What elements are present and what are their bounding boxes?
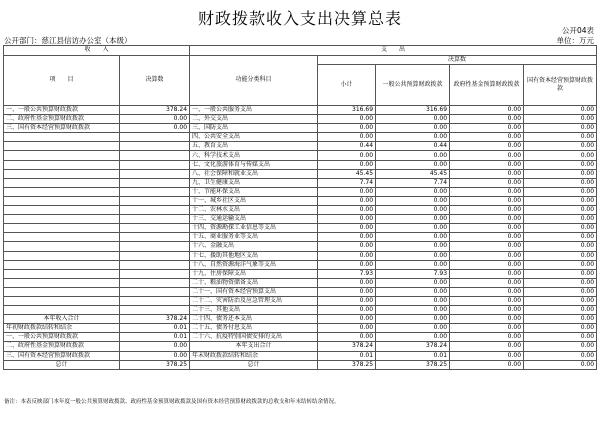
subtotal-cell: 0.00 [318, 224, 376, 233]
income-item-cell: 本年收入合计 [4, 315, 120, 324]
income-amount-cell: 0.00 [120, 115, 190, 124]
table-row [4, 251, 597, 260]
gov-fund-cell: 0.00 [450, 351, 524, 360]
general-budget-cell: 0.00 [376, 187, 450, 196]
income-item-cell [4, 151, 120, 160]
table-row [4, 342, 597, 351]
general-budget-cell: 0.00 [376, 115, 450, 124]
general-budget-header: 一般公共预算财政拨款 [376, 65, 450, 106]
general-budget-cell: 45.45 [376, 169, 450, 178]
table-row [4, 133, 597, 142]
table-row [4, 360, 597, 369]
general-budget-cell: 0.00 [376, 124, 450, 133]
state-capital-cell: 0.00 [524, 215, 597, 224]
func-item-header: 功能分类科目 [190, 55, 318, 106]
income-item-cell [4, 296, 120, 305]
general-budget-cell: 0.00 [376, 224, 450, 233]
expense-final-header: 决算数 [318, 55, 597, 65]
subtotal-cell: 0.00 [318, 306, 376, 315]
state-capital-cell: 0.00 [524, 342, 597, 351]
gov-fund-cell: 0.00 [450, 224, 524, 233]
subtotal-cell: 0.00 [318, 215, 376, 224]
income-amount-cell: 0.00 [120, 342, 190, 351]
state-capital-cell: 0.00 [524, 224, 597, 233]
subtotal-cell: 0.00 [318, 296, 376, 305]
subtotal-cell: 45.45 [318, 169, 376, 178]
table-row [4, 224, 597, 233]
income-item-cell: 年初财政拨款结转和结余 [4, 324, 120, 333]
subtotal-header: 小计 [318, 65, 376, 106]
subtotal-cell: 378.24 [318, 342, 376, 351]
income-item-cell [4, 133, 120, 142]
income-item-cell: 二、政府性基金预算财政拨款 [4, 342, 120, 351]
subtotal-cell: 0.00 [318, 278, 376, 287]
general-budget-cell: 378.25 [376, 360, 450, 369]
income-item-cell [4, 233, 120, 242]
table-row [4, 278, 597, 287]
income-amount-cell [120, 260, 190, 269]
subtotal-cell: 0.00 [318, 206, 376, 215]
general-budget-cell: 0.00 [376, 233, 450, 242]
subtotal-cell: 0.00 [318, 315, 376, 324]
gov-fund-cell: 0.00 [450, 151, 524, 160]
general-budget-cell: 7.93 [376, 269, 450, 278]
gov-fund-cell: 0.00 [450, 260, 524, 269]
table-row [4, 333, 597, 342]
expense-item-cell: 二十五、债务付息支出 [190, 324, 318, 333]
income-amount-cell [120, 133, 190, 142]
gov-fund-cell: 0.00 [450, 160, 524, 169]
subtotal-cell: 0.00 [318, 196, 376, 205]
gov-fund-cell: 0.00 [450, 206, 524, 215]
state-capital-cell: 0.00 [524, 287, 597, 296]
gov-fund-cell: 0.00 [450, 324, 524, 333]
state-capital-cell: 0.00 [524, 133, 597, 142]
item-header: 项 目 [4, 55, 120, 106]
final-amount-header: 决算数 [120, 55, 190, 106]
gov-fund-cell: 0.00 [450, 187, 524, 196]
table-row [4, 142, 597, 151]
income-amount-cell [120, 215, 190, 224]
gov-fund-cell: 0.00 [450, 142, 524, 151]
table-row [4, 106, 597, 115]
subtotal-cell: 0.00 [318, 115, 376, 124]
income-amount-cell [120, 160, 190, 169]
state-capital-cell: 0.00 [524, 196, 597, 205]
fiscal-summary-table [3, 45, 597, 370]
gov-fund-cell: 0.00 [450, 333, 524, 342]
gov-fund-cell: 0.00 [450, 124, 524, 133]
table-row [4, 178, 597, 187]
gov-fund-cell: 0.00 [450, 306, 524, 315]
expense-item-cell: 十九、住房保障支出 [190, 269, 318, 278]
income-amount-cell [120, 269, 190, 278]
table-row [4, 233, 597, 242]
income-item-cell [4, 160, 120, 169]
expense-item-cell: 七、文化旅游体育与传媒支出 [190, 160, 318, 169]
state-capital-cell: 0.00 [524, 260, 597, 269]
state-capital-cell: 0.00 [524, 151, 597, 160]
expense-item-cell: 十四、资源勘探工业信息等支出 [190, 224, 318, 233]
state-capital-cell: 0.00 [524, 142, 597, 151]
gov-fund-cell: 0.00 [450, 251, 524, 260]
gov-fund-cell: 0.00 [450, 115, 524, 124]
subtotal-cell: 7.93 [318, 269, 376, 278]
gov-fund-cell: 0.00 [450, 133, 524, 142]
expense-item-cell: 十一、城乡社区支出 [190, 196, 318, 205]
department-label: 公开部门：慈江县信访办公室（本级） [4, 36, 132, 45]
subtotal-cell: 0.00 [318, 242, 376, 251]
expense-item-cell: 六、科学技术支出 [190, 151, 318, 160]
table-row [4, 324, 597, 333]
income-amount-cell [120, 242, 190, 251]
general-budget-cell: 0.00 [376, 333, 450, 342]
income-header: 收 入 [4, 46, 190, 56]
income-amount-cell [120, 251, 190, 260]
state-capital-cell: 0.00 [524, 278, 597, 287]
subtotal-cell: 0.00 [318, 233, 376, 242]
state-capital-cell: 0.00 [524, 269, 597, 278]
income-amount-cell: 0.00 [120, 124, 190, 133]
expense-item-cell: 十二、农林水支出 [190, 206, 318, 215]
general-budget-cell: 0.00 [376, 287, 450, 296]
state-capital-cell: 0.00 [524, 187, 597, 196]
table-row [4, 151, 597, 160]
table-row [4, 269, 597, 278]
general-budget-cell: 0.00 [376, 260, 450, 269]
income-item-cell: 三、国有资本经营预算财政拨款 [4, 351, 120, 360]
gov-fund-cell: 0.00 [450, 178, 524, 187]
state-capital-cell: 0.00 [524, 360, 597, 369]
subtotal-cell: 0.00 [318, 160, 376, 169]
income-item-cell [4, 169, 120, 178]
state-capital-cell: 0.00 [524, 251, 597, 260]
state-capital-cell: 0.00 [524, 351, 597, 360]
state-capital-cell: 0.00 [524, 115, 597, 124]
state-capital-cell: 0.00 [524, 333, 597, 342]
expense-item-cell: 二、外交支出 [190, 115, 318, 124]
gov-fund-cell: 0.00 [450, 233, 524, 242]
report-title: 财政拨款收入支出决算总表 [197, 9, 402, 28]
gov-fund-cell: 0.00 [450, 169, 524, 178]
expense-item-cell: 十六、金融支出 [190, 242, 318, 251]
subtotal-cell: 0.00 [318, 124, 376, 133]
income-amount-cell [120, 169, 190, 178]
income-item-cell [4, 260, 120, 269]
state-capital-cell: 0.00 [524, 233, 597, 242]
general-budget-cell: 0.01 [376, 351, 450, 360]
income-item-cell [4, 224, 120, 233]
subtotal-cell: 0.00 [318, 324, 376, 333]
expense-item-cell: 十八、自然资源海洋气象等支出 [190, 260, 318, 269]
income-amount-cell [120, 278, 190, 287]
expense-item-cell: 九、卫生健康支出 [190, 178, 318, 187]
income-amount-cell: 0.01 [120, 324, 190, 333]
general-budget-cell: 0.00 [376, 206, 450, 215]
general-budget-cell: 0.00 [376, 278, 450, 287]
state-capital-cell: 0.00 [524, 206, 597, 215]
subtotal-cell: 0.01 [318, 351, 376, 360]
table-row [4, 206, 597, 215]
state-capital-cell: 0.00 [524, 315, 597, 324]
income-item-cell [4, 287, 120, 296]
gov-fund-cell: 0.00 [450, 342, 524, 351]
subtotal-cell: 316.69 [318, 106, 376, 115]
income-amount-cell: 378.24 [120, 315, 190, 324]
income-amount-cell [120, 151, 190, 160]
expense-item-cell: 十三、交通运输支出 [190, 215, 318, 224]
gov-fund-cell: 0.00 [450, 315, 524, 324]
subtotal-cell: 7.74 [318, 178, 376, 187]
state-capital-cell: 0.00 [524, 106, 597, 115]
general-budget-cell: 0.00 [376, 251, 450, 260]
general-budget-cell: 0.44 [376, 142, 450, 151]
income-item-cell: 一、一般公共预算财政拨款 [4, 333, 120, 342]
state-capital-cell: 0.00 [524, 324, 597, 333]
table-row [4, 287, 597, 296]
income-amount-cell [120, 233, 190, 242]
income-amount-cell [120, 306, 190, 315]
income-amount-cell [120, 196, 190, 205]
expense-item-cell: 三、国防支出 [190, 124, 318, 133]
subtotal-cell: 0.00 [318, 333, 376, 342]
gov-fund-cell: 0.00 [450, 242, 524, 251]
expense-item-cell: 四、公共安全支出 [190, 133, 318, 142]
income-amount-cell [120, 206, 190, 215]
general-budget-cell: 378.24 [376, 342, 450, 351]
general-budget-cell: 0.00 [376, 215, 450, 224]
gov-fund-cell: 0.00 [450, 278, 524, 287]
expense-item-cell: 总计 [190, 360, 318, 369]
expense-item-cell: 五、教育支出 [190, 142, 318, 151]
table-row [4, 169, 597, 178]
general-budget-cell: 0.00 [376, 242, 450, 251]
income-item-cell [4, 215, 120, 224]
form-number: 公开04表 [561, 26, 594, 35]
state-capital-cell: 0.00 [524, 242, 597, 251]
expense-item-cell: 十五、商业服务业等支出 [190, 233, 318, 242]
income-item-cell [4, 242, 120, 251]
general-budget-cell: 7.74 [376, 178, 450, 187]
state-capital-cell: 0.00 [524, 160, 597, 169]
general-budget-cell: 0.00 [376, 151, 450, 160]
gov-fund-header: 政府性基金预算财政拨款 [450, 65, 524, 106]
income-amount-cell: 0.00 [120, 351, 190, 360]
gov-fund-cell: 0.00 [450, 196, 524, 205]
subtotal-cell: 0.00 [318, 260, 376, 269]
expense-item-cell: 二十四、债务还本支出 [190, 315, 318, 324]
table-row [4, 187, 597, 196]
income-item-cell [4, 196, 120, 205]
gov-fund-cell: 0.00 [450, 360, 524, 369]
income-item-cell [4, 206, 120, 215]
table-row [4, 115, 597, 124]
income-amount-cell [120, 224, 190, 233]
general-budget-cell: 0.00 [376, 196, 450, 205]
table-row [4, 242, 597, 251]
expense-item-cell: 十七、援助其他地区支出 [190, 251, 318, 260]
income-item-cell [4, 278, 120, 287]
income-item-cell [4, 142, 120, 151]
income-item-cell [4, 178, 120, 187]
table-row [4, 215, 597, 224]
income-amount-cell: 0.01 [120, 333, 190, 342]
general-budget-cell: 0.00 [376, 296, 450, 305]
expense-item-cell: 二十二、灾害防治及应急管理支出 [190, 296, 318, 305]
income-item-cell: 一、一般公共预算财政拨款 [4, 106, 120, 115]
state-capital-cell: 0.00 [524, 306, 597, 315]
expense-item-cell: 八、社会保障和就业支出 [190, 169, 318, 178]
income-item-cell: 二、政府性基金预算财政拨款 [4, 115, 120, 124]
income-amount-cell [120, 187, 190, 196]
subtotal-cell: 0.44 [318, 142, 376, 151]
expense-item-cell: 本年支出合计 [190, 342, 318, 351]
income-amount-cell: 378.25 [120, 360, 190, 369]
income-item-cell [4, 306, 120, 315]
expense-item-cell: 二十一、国有资本经营预算支出 [190, 287, 318, 296]
expense-item-cell: 二十三、其他支出 [190, 306, 318, 315]
state-capital-cell: 0.00 [524, 124, 597, 133]
income-item-cell [4, 269, 120, 278]
state-capital-header: 国有资本经营预算财政拨款 [524, 65, 597, 106]
table-body [4, 106, 597, 370]
subtotal-cell: 0.00 [318, 287, 376, 296]
gov-fund-cell: 0.00 [450, 269, 524, 278]
income-amount-cell [120, 142, 190, 151]
general-budget-cell: 0.00 [376, 324, 450, 333]
income-amount-cell [120, 178, 190, 187]
expense-item-cell: 二十、粮油物资储备支出 [190, 278, 318, 287]
gov-fund-cell: 0.00 [450, 287, 524, 296]
general-budget-cell: 316.69 [376, 106, 450, 115]
table-row [4, 315, 597, 324]
state-capital-cell: 0.00 [524, 169, 597, 178]
table-row [4, 296, 597, 305]
expense-item-cell: 一、一般公共服务支出 [190, 106, 318, 115]
expense-item-cell: 十、节能环保支出 [190, 187, 318, 196]
subtotal-cell: 378.25 [318, 360, 376, 369]
general-budget-cell: 0.00 [376, 133, 450, 142]
gov-fund-cell: 0.00 [450, 215, 524, 224]
table-row [4, 306, 597, 315]
footnote: 备注：本表反映部门本年度一般公共预算财政拨款、政府性基金预算财政拨款及国有资本经营预算财政拨款的总收支和年末结转结余情况。 [4, 399, 340, 405]
unit-label: 单位：万元 [556, 36, 594, 45]
expense-item-cell: 二十六、抗疫特别国债安排的支出 [190, 333, 318, 342]
income-item-cell: 总计 [4, 360, 120, 369]
income-item-cell [4, 187, 120, 196]
income-item-cell [4, 251, 120, 260]
gov-fund-cell: 0.00 [450, 106, 524, 115]
table-row [4, 124, 597, 133]
general-budget-cell: 0.00 [376, 315, 450, 324]
income-amount-cell [120, 296, 190, 305]
table-row [4, 351, 597, 360]
expense-header: 支 出 [190, 46, 597, 56]
table-row [4, 196, 597, 205]
income-amount-cell [120, 287, 190, 296]
general-budget-cell: 0.00 [376, 160, 450, 169]
table-row [4, 160, 597, 169]
subtotal-cell: 0.00 [318, 251, 376, 260]
gov-fund-cell: 0.00 [450, 296, 524, 305]
subtotal-cell: 0.00 [318, 151, 376, 160]
general-budget-cell: 0.00 [376, 306, 450, 315]
subtotal-cell: 0.00 [318, 187, 376, 196]
state-capital-cell: 0.00 [524, 178, 597, 187]
state-capital-cell: 0.00 [524, 296, 597, 305]
income-item-cell: 三、国有资本经营预算财政拨款 [4, 124, 120, 133]
income-amount-cell: 378.24 [120, 106, 190, 115]
expense-item-cell: 年末财政拨款结转和结余 [190, 351, 318, 360]
table-row [4, 260, 597, 269]
subtotal-cell: 0.00 [318, 133, 376, 142]
